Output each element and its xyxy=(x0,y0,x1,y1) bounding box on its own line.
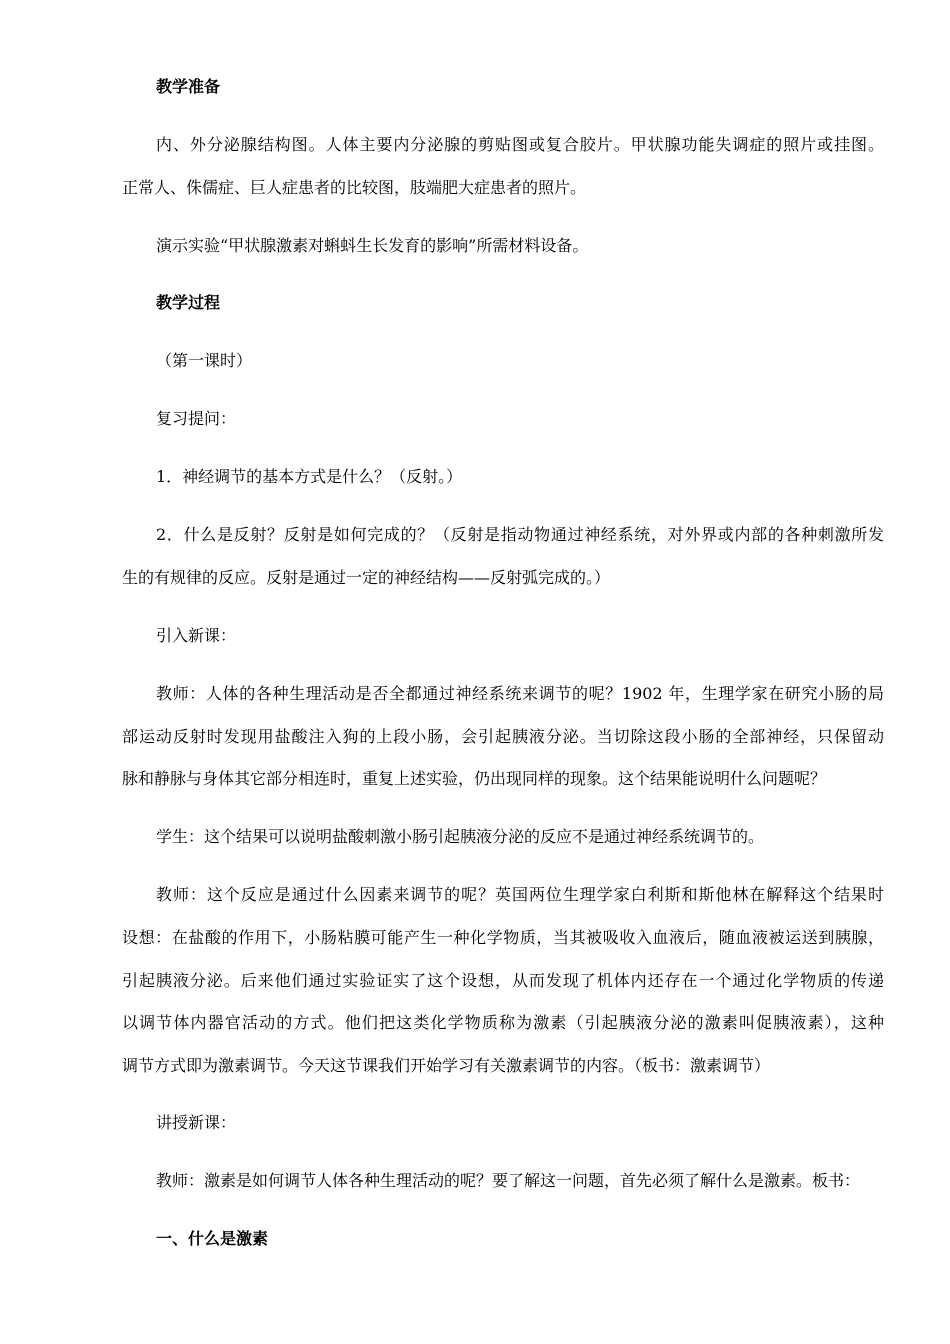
teacher-3: 教师：激素是如何调节人体各种生理活动的呢？要了解这一问题，首先必须了解什么是激素。板书： xyxy=(156,1171,861,1190)
heading-preparation: 教学准备 xyxy=(156,77,221,96)
question-2-line-2: 生的有规律的反应。反射是通过一定的神经结构——反射弧完成的。） xyxy=(122,568,611,587)
teacher-1-line-1: 教师：人体的各种生理活动是否全都通过神经系统来调节的呢？1902 年，生理学家在研究小肠的局 xyxy=(156,684,884,703)
intro-label: 引入新课： xyxy=(156,626,237,645)
teacher-2-line-5: 调节方式即为激素调节。今天这节课我们开始学习有关激素调节的内容。（板书：激素调节） xyxy=(122,1056,771,1075)
prep-paragraph-2: 演示实验“甲状腺激素对蝌蚪生长发育的影响”所需材料设备。 xyxy=(156,236,589,255)
question-1: 1．神经调节的基本方式是什么？（反射。） xyxy=(156,467,463,486)
review-label: 复习提问： xyxy=(156,409,237,428)
teacher-2-line-1: 教师：这个反应是通过什么因素来调节的呢？英国两位生理学家白利斯和斯他林在解释这个结果时 xyxy=(156,885,884,904)
teach-label: 讲授新课： xyxy=(156,1113,237,1132)
teacher-2-line-4: 以调节体内器官活动的方式。他们把这类化学物质称为激素（引起胰液分泌的激素叫促胰液素），这种 xyxy=(122,1013,884,1032)
teacher-2-line-2: 设想：在盐酸的作用下，小肠粘膜可能产生一种化学物质，当其被吸收入血液后，随血液被运送到胰腺， xyxy=(122,928,884,947)
lesson-label: （第一课时） xyxy=(156,351,253,370)
teacher-1-line-2: 部运动反射时发现用盐酸注入狗的上段小肠，会引起胰液分泌。当切除这段小肠的全部神经，只保留动 xyxy=(122,727,884,746)
student-1: 学生：这个结果可以说明盐酸刺激小肠引起胰液分泌的反应不是通过神经系统调节的。 xyxy=(156,827,765,846)
section-heading: 一、什么是激素 xyxy=(156,1229,269,1248)
prep-paragraph-line-1: 内、外分泌腺结构图。人体主要内分泌腺的剪贴图或复合胶片。甲状腺功能失调症的照片或挂图。 xyxy=(156,135,884,154)
heading-process: 教学过程 xyxy=(156,293,221,312)
teacher-1-line-3: 脉和静脉与身体其它部分相连时，重复上述实验，仍出现同样的现象。这个结果能说明什么问题呢？ xyxy=(122,769,827,788)
teacher-2-line-3: 引起胰液分泌。后来他们通过实验证实了这个设想，从而发现了机体内还存在一个通过化学物质的传递 xyxy=(122,971,884,990)
prep-paragraph-line-2: 正常人、侏儒症、巨人症患者的比较图，肢端肥大症患者的照片。 xyxy=(122,178,587,197)
question-2-line-1: 2．什么是反射？反射是如何完成的？（反射是指动物通过神经系统，对外界或内部的各种刺激所发 xyxy=(156,525,884,544)
